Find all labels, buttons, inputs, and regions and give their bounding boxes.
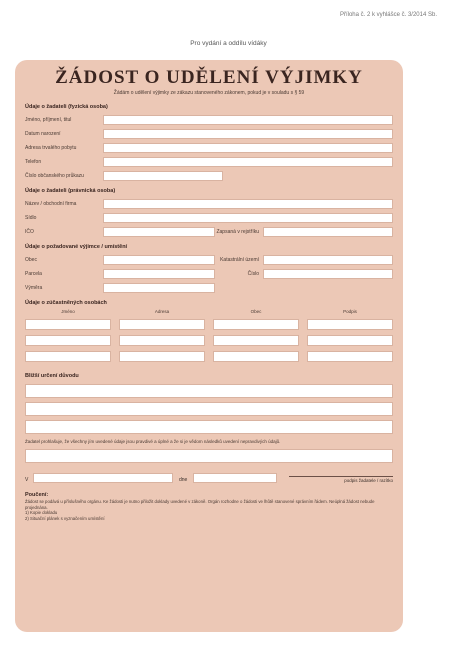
date-field[interactable]	[193, 473, 277, 483]
declaration-text: Žadatel prohlašuje, že všechny jím uvedené údaje jsou pravdivé a úplné a že si je vědom následků uvedení nepravdivých údajů.	[25, 439, 281, 444]
table-cell[interactable]	[213, 351, 299, 362]
phone-field[interactable]	[103, 157, 393, 167]
table-cell[interactable]	[119, 319, 205, 330]
field-label: Obec	[25, 257, 37, 263]
number-field[interactable]	[263, 269, 393, 279]
persons-table	[25, 309, 393, 362]
form-row	[25, 227, 393, 237]
declaration-line[interactable]	[25, 449, 393, 463]
section-persons: Údaje o zúčastněných osobách	[25, 300, 107, 306]
section-exception-location: Údaje o požadované výjimce / umístění	[25, 244, 128, 250]
field-label: Číslo občanského průkazu	[25, 173, 84, 179]
section-applicant-company: Údaje o žadateli (právnická osoba)	[25, 188, 116, 194]
table-cell[interactable]	[307, 335, 393, 346]
table-cell[interactable]	[307, 351, 393, 362]
field-label: Číslo	[247, 271, 259, 277]
table-cell[interactable]	[213, 335, 299, 346]
document-reference: Příloha č. 2 k vyhlášce č. 3/2014 Sb.	[339, 12, 437, 18]
field-label: Katastrální území	[220, 257, 259, 263]
form-row	[25, 143, 393, 153]
notes-title: Poučení:	[25, 492, 49, 498]
field-label: Telefon	[25, 159, 42, 165]
form-row	[25, 213, 393, 223]
signature-row	[25, 473, 393, 483]
field-label: Jméno, příjmení, titul	[25, 117, 72, 123]
reason-line[interactable]	[25, 402, 393, 416]
column-header: Adresa	[154, 309, 170, 314]
form-row	[25, 171, 393, 181]
field-label: Sídlo	[25, 215, 37, 221]
table-cell[interactable]	[119, 335, 205, 346]
form-row	[25, 115, 393, 125]
municipality-field[interactable]	[103, 255, 215, 265]
company-name-field[interactable]	[103, 199, 393, 209]
field-label: Adresa trvalého pobytu	[25, 145, 77, 151]
column-header: Podpis	[343, 309, 357, 314]
table-cell[interactable]	[25, 351, 111, 362]
attachment-item: 1) Kopie dokladu	[25, 510, 58, 516]
form-lead: Žádám o udělení výjimky ze zákazu stanoveného zákonem, pokud je v souladu s § 59	[113, 90, 305, 96]
table-cell[interactable]	[307, 319, 393, 330]
form-row	[25, 129, 393, 139]
field-label: Datum narození	[25, 131, 61, 137]
notes-text: Žádost se podává u příslušného orgánu. Ke žádosti je nutno přiložit doklady uvedené v zákoně. Orgán rozhodne o žádosti ve lhůtě stanovené správním řádem. Neúplná žádost nebude projednána.	[25, 499, 375, 510]
cadastral-field[interactable]	[263, 255, 393, 265]
column-header: Obec	[250, 309, 262, 314]
area-field[interactable]	[103, 283, 215, 293]
form-row	[25, 199, 393, 209]
company-id-field[interactable]	[103, 227, 215, 237]
form-card	[15, 60, 403, 632]
form-row	[25, 255, 393, 265]
field-label: IČO	[25, 229, 34, 235]
name-field[interactable]	[103, 115, 393, 125]
column-header: Jméno	[61, 309, 75, 314]
form-title: ŽÁDOST O UDĚLENÍ VÝJIMKY	[55, 67, 363, 88]
form-row	[25, 269, 393, 279]
signature-line: podpis žadatele / razítko	[289, 476, 393, 483]
table-cell[interactable]	[119, 351, 205, 362]
table-cell[interactable]	[213, 319, 299, 330]
company-seat-field[interactable]	[103, 213, 393, 223]
section-reason: Bližší určení důvodu	[25, 373, 79, 379]
attachment-item: 2) Situační plánek s vyznačením umístění	[25, 515, 105, 521]
form-row	[25, 157, 393, 167]
date-label: dne	[179, 477, 188, 483]
field-label: Zapsaná v rejstříku	[216, 229, 259, 235]
document-subtitle: Pro vydání a oddílu vídáky	[190, 40, 267, 47]
id-card-field[interactable]	[103, 171, 223, 181]
reason-line[interactable]	[25, 384, 393, 398]
field-label: Parcela	[25, 271, 42, 277]
form-row	[25, 283, 393, 293]
table-cell[interactable]	[25, 335, 111, 346]
table-cell[interactable]	[25, 319, 111, 330]
field-label: Název / obchodní firma	[25, 201, 77, 207]
place-field[interactable]	[33, 473, 173, 483]
birth-date-field[interactable]	[103, 129, 393, 139]
reason-line[interactable]	[25, 420, 393, 434]
register-field[interactable]	[263, 227, 393, 237]
section-applicant-person: Údaje o žadateli (fyzická osoba)	[25, 104, 108, 110]
place-label: V	[25, 477, 29, 483]
address-field[interactable]	[103, 143, 393, 153]
field-label: Výměra	[25, 285, 43, 291]
parcel-field[interactable]	[103, 269, 215, 279]
